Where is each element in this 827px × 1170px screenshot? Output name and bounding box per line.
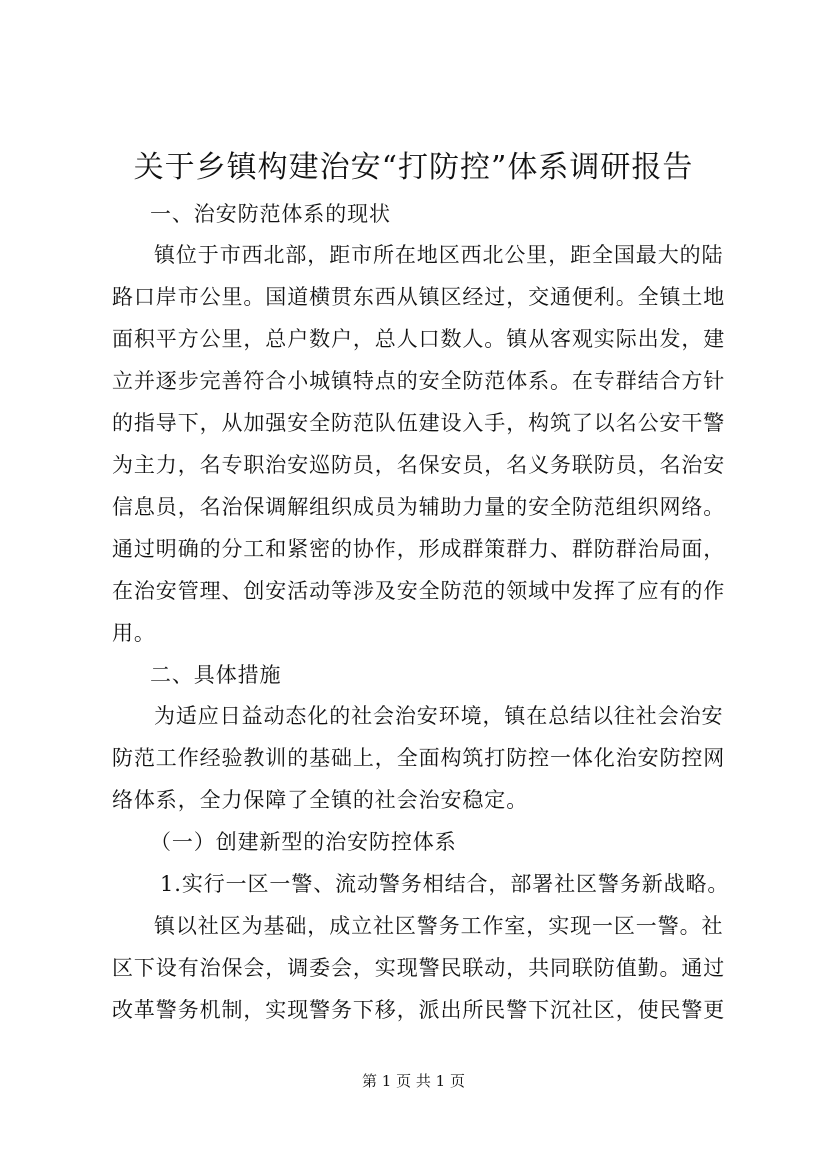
paragraph-line: 信息员，名治保调解组织成员为辅助力量的安全防范组织网络。 xyxy=(112,495,726,519)
paragraph-line: 镇以社区为基础，成立社区警务工作室，实现一区一警。社 xyxy=(154,914,724,938)
paragraph-line: 为主力，名专职治安巡防员，名保安员，名义务联防员，名治安 xyxy=(112,453,726,477)
paragraph-line: 改革警务机制，实现警务下移，派出所民警下沉社区，使民警更 xyxy=(112,998,726,1022)
subsection-heading: （一）创建新型的治安防控体系 xyxy=(150,830,457,854)
paragraph-line: 立并逐步完善符合小城镇特点的安全防范体系。在专群结合方针 xyxy=(112,369,726,393)
section-heading-2: 二、具体措施 xyxy=(150,663,282,687)
paragraph-line: 镇位于市西北部，距市所在地区西北公里，距全国最大的陆 xyxy=(154,243,724,267)
paragraph-line: 的指导下，从加强安全防范队伍建设入手，构筑了以名公安干警 xyxy=(112,411,726,435)
paragraph-line: 用。 xyxy=(112,621,156,645)
paragraph-line: 为适应日益动态化的社会治安环境，镇在总结以往社会治安 xyxy=(154,704,724,728)
paragraph-line: 路口岸市公里。国道横贯东西从镇区经过，交通便利。全镇土地 xyxy=(112,285,726,309)
paragraph-line: 在治安管理、创安活动等涉及安全防范的领域中发挥了应有的作 xyxy=(112,579,726,603)
paragraph-line: 络体系，全力保障了全镇的社会治安稳定。 xyxy=(112,788,529,812)
document-title: 关于乡镇构建治安“打防控”体系调研报告 xyxy=(133,150,694,185)
paragraph-line: 区下设有治保会，调委会，实现警民联动，共同联防值勤。通过 xyxy=(112,956,726,980)
section-heading-1: 一、治安防范体系的现状 xyxy=(150,202,391,226)
paragraph-line: 通过明确的分工和紧密的协作，形成群策群力、群防群治局面， xyxy=(112,537,726,561)
numbered-item: 1.实行一区一警、流动警务相结合，部署社区警务新战略。 xyxy=(160,872,730,896)
paragraph-line: 防范工作经验教训的基础上，全面构筑打防控一体化治安防控网 xyxy=(112,746,726,770)
paragraph-line: 面积平方公里，总户数户，总人口数人。镇从客观实际出发，建 xyxy=(112,327,726,351)
page-number-footer: 第 1 页 共 1 页 xyxy=(362,1072,465,1090)
